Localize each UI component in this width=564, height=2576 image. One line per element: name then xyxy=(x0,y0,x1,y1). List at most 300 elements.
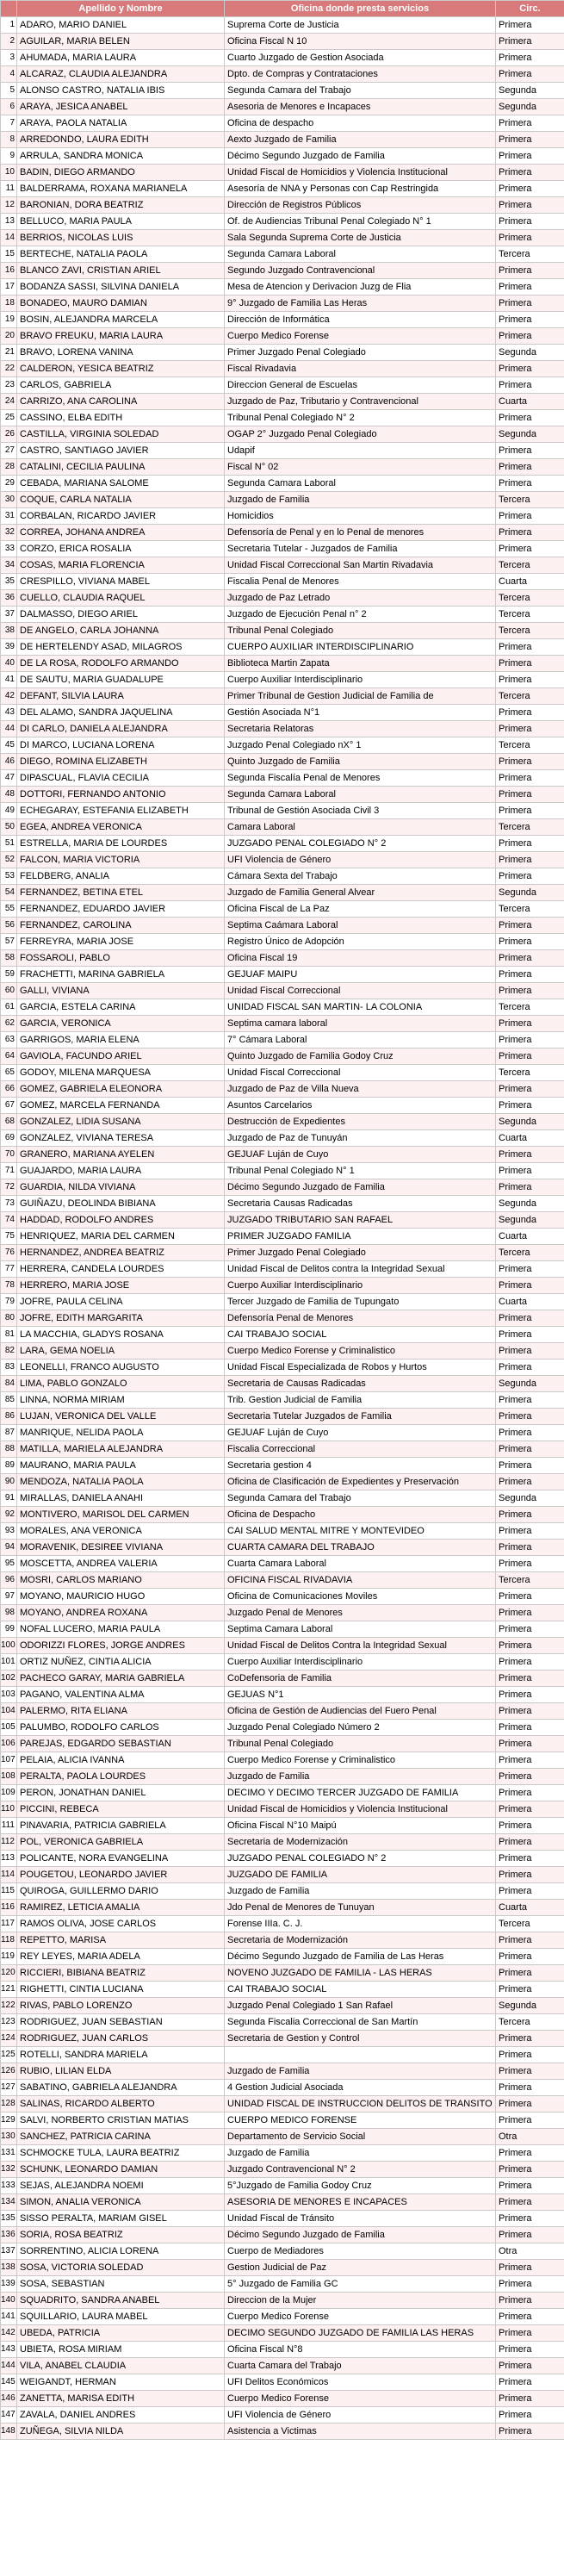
table-row xyxy=(1,1392,564,1409)
person-name: GRANERO, MARIANA AYELEN xyxy=(17,1147,225,1163)
circ-value: Primera xyxy=(496,312,564,328)
office-name: Segunda Camara Laboral xyxy=(225,476,496,492)
row-number: 128 xyxy=(1,2096,17,2112)
office-name: Unidad Fiscal de Delitos Contra la Integridad Sexual xyxy=(225,1638,496,1654)
row-number: 20 xyxy=(1,328,17,345)
header-number xyxy=(1,1,17,17)
office-name: Segunda Camara Laboral xyxy=(225,246,496,263)
table-row xyxy=(1,426,564,443)
person-name: BODANZA SASSI, SILVINA DANIELA xyxy=(17,279,225,296)
office-name: Homicidios xyxy=(225,508,496,525)
row-number: 57 xyxy=(1,934,17,950)
circ-value: Primera xyxy=(496,1098,564,1114)
office-name: JUZGADO PENAL COLEGIADO N° 2 xyxy=(225,836,496,852)
office-name: Secretaria de Causas Radicadas xyxy=(225,1376,496,1392)
circ-value: Segunda xyxy=(496,1212,564,1229)
row-number: 79 xyxy=(1,1294,17,1310)
person-name: UBIETA, ROSA MIRIAM xyxy=(17,2342,225,2358)
person-name: REPETTO, MARISA xyxy=(17,1932,225,1949)
circ-value: Primera xyxy=(496,1409,564,1425)
circ-value: Primera xyxy=(496,983,564,999)
office-name: Dpto. de Compras y Contrataciones xyxy=(225,66,496,83)
person-name: NOFAL LUCERO, MARIA PAULA xyxy=(17,1621,225,1638)
table-row xyxy=(1,1458,564,1474)
row-number: 78 xyxy=(1,1278,17,1294)
circ-value: Tercera xyxy=(496,246,564,263)
row-number: 40 xyxy=(1,656,17,672)
table-row xyxy=(1,197,564,214)
circ-value: Primera xyxy=(496,214,564,230)
row-number: 114 xyxy=(1,1867,17,1883)
table-row xyxy=(1,787,564,803)
office-name: Tribunal Penal Colegiado xyxy=(225,623,496,639)
circ-value: Segunda xyxy=(496,1196,564,1212)
office-name: CAI TRABAJO SOCIAL xyxy=(225,1327,496,1343)
office-name: Septima Camara Laboral xyxy=(225,1621,496,1638)
circ-value: Primera xyxy=(496,1523,564,1540)
person-name: RUBIO, LILIAN ELDA xyxy=(17,2063,225,2080)
circ-value: Primera xyxy=(496,115,564,132)
person-name: FERNANDEZ, CAROLINA xyxy=(17,918,225,934)
office-name: UFI Violencia de Género xyxy=(225,852,496,868)
table-row xyxy=(1,1327,564,1343)
table-row xyxy=(1,868,564,885)
table-row xyxy=(1,1801,564,1818)
row-number: 34 xyxy=(1,557,17,574)
row-number: 39 xyxy=(1,639,17,656)
person-name: DOTTORI, FERNANDO ANTONIO xyxy=(17,787,225,803)
circ-value: Primera xyxy=(496,1687,564,1703)
row-number: 98 xyxy=(1,1605,17,1621)
person-name: DI MARCO, LUCIANA LORENA xyxy=(17,737,225,754)
table-row xyxy=(1,1278,564,1294)
circ-value: Primera xyxy=(496,1392,564,1409)
row-number: 9 xyxy=(1,148,17,165)
person-name: SANCHEZ, PATRICIA CARINA xyxy=(17,2129,225,2145)
person-name: ROTELLI, SANDRA MARIELA xyxy=(17,2047,225,2063)
person-name: ECHEGARAY, ESTEFANIA ELIZABETH xyxy=(17,803,225,819)
office-name: Oficina Fiscal N°10 Maipú xyxy=(225,1818,496,1834)
row-number: 93 xyxy=(1,1523,17,1540)
row-number: 53 xyxy=(1,868,17,885)
person-name: GUIÑAZU, DEOLINDA BIBIANA xyxy=(17,1196,225,1212)
row-number: 90 xyxy=(1,1474,17,1490)
circ-value: Primera xyxy=(496,1752,564,1769)
table-row xyxy=(1,443,564,459)
table-row xyxy=(1,132,564,148)
circ-value: Primera xyxy=(496,770,564,787)
row-number: 60 xyxy=(1,983,17,999)
office-name: Dirección de Registros Públicos xyxy=(225,197,496,214)
circ-value: Primera xyxy=(496,1441,564,1458)
person-name: PINAVARIA, PATRICIA GABRIELA xyxy=(17,1818,225,1834)
person-name: LIMA, PABLO GONZALO xyxy=(17,1376,225,1392)
circ-value: Primera xyxy=(496,2227,564,2243)
circ-value: Segunda xyxy=(496,1376,564,1392)
table-row xyxy=(1,2325,564,2342)
office-name: Unidad Fiscal de Tránsito xyxy=(225,2211,496,2227)
circ-value: Primera xyxy=(496,508,564,525)
row-number: 74 xyxy=(1,1212,17,1229)
circ-value: Segunda xyxy=(496,885,564,901)
row-number: 129 xyxy=(1,2112,17,2129)
person-name: LINNA, NORMA MIRIAM xyxy=(17,1392,225,1409)
row-number: 52 xyxy=(1,852,17,868)
circ-value: Cuarta xyxy=(496,574,564,590)
table-row xyxy=(1,2260,564,2276)
person-name: FERNANDEZ, BETINA ETEL xyxy=(17,885,225,901)
row-number: 111 xyxy=(1,1818,17,1834)
table-row xyxy=(1,2243,564,2260)
circ-value: Primera xyxy=(496,1638,564,1654)
person-name: MORALES, ANA VERONICA xyxy=(17,1523,225,1540)
person-name: DE SAUTU, MARIA GUADALUPE xyxy=(17,672,225,688)
person-name: COSAS, MARIA FLORENCIA xyxy=(17,557,225,574)
row-number: 33 xyxy=(1,541,17,557)
header-office: Oficina donde presta servicios xyxy=(225,1,496,17)
circ-value: Primera xyxy=(496,1621,564,1638)
office-name: CAI SALUD MENTAL MITRE Y MONTEVIDEO xyxy=(225,1523,496,1540)
person-name: HERRERA, CANDELA LOURDES xyxy=(17,1261,225,1278)
person-name: ZUÑEGA, SILVIA NILDA xyxy=(17,2424,225,2440)
row-number: 72 xyxy=(1,1179,17,1196)
circ-value: Primera xyxy=(496,50,564,66)
office-name: Segunda Fiscalia Correccional de San Martín xyxy=(225,2014,496,2031)
office-name: Juzgado de Paz Letrado xyxy=(225,590,496,607)
office-name: Direccion General de Escuelas xyxy=(225,377,496,394)
table-row xyxy=(1,1540,564,1556)
circ-value: Primera xyxy=(496,787,564,803)
office-name: JUZGADO DE FAMILIA xyxy=(225,1867,496,1883)
office-name: Juzgado Penal de Menores xyxy=(225,1605,496,1621)
row-number: 73 xyxy=(1,1196,17,1212)
table-row xyxy=(1,607,564,623)
row-number: 82 xyxy=(1,1343,17,1360)
circ-value: Primera xyxy=(496,377,564,394)
office-name: Jdo Penal de Menores de Tunuyan xyxy=(225,1900,496,1916)
person-name: FOSSAROLI, PABLO xyxy=(17,950,225,967)
row-number: 51 xyxy=(1,836,17,852)
table-row xyxy=(1,623,564,639)
person-name: ODORIZZI FLORES, JORGE ANDRES xyxy=(17,1638,225,1654)
table-row xyxy=(1,459,564,476)
table-row xyxy=(1,1998,564,2014)
person-name: GARRIGOS, MARIA ELENA xyxy=(17,1032,225,1048)
office-name: Camara Laboral xyxy=(225,819,496,836)
office-name: Unidad Fiscal Correccional xyxy=(225,983,496,999)
table-row xyxy=(1,1360,564,1376)
person-name: ARREDONDO, LAURA EDITH xyxy=(17,132,225,148)
person-name: CORREA, JOHANA ANDREA xyxy=(17,525,225,541)
row-number: 29 xyxy=(1,476,17,492)
office-name: CUERPO MEDICO FORENSE xyxy=(225,2112,496,2129)
circ-value: Primera xyxy=(496,1589,564,1605)
office-name: GEJUAF Luján de Cuyo xyxy=(225,1425,496,1441)
table-row xyxy=(1,1556,564,1572)
office-name: Tribunal Penal Colegiado N° 1 xyxy=(225,1163,496,1179)
circ-value: Primera xyxy=(496,1081,564,1098)
table-row xyxy=(1,1523,564,1540)
table-row xyxy=(1,590,564,607)
circ-value: Primera xyxy=(496,1163,564,1179)
circ-value: Segunda xyxy=(496,83,564,99)
table-row xyxy=(1,1376,564,1392)
person-name: CEBADA, MARIANA SALOME xyxy=(17,476,225,492)
person-name: AGUILAR, MARIA BELEN xyxy=(17,34,225,50)
circ-value: Primera xyxy=(496,541,564,557)
row-number: 54 xyxy=(1,885,17,901)
person-name: WEIGANDT, HERMAN xyxy=(17,2374,225,2391)
office-name: Unidad Fiscal de Homicidios y Violencia Institucional xyxy=(225,165,496,181)
office-name: Secretaria de Modernización xyxy=(225,1834,496,1851)
row-number: 8 xyxy=(1,132,17,148)
table-row xyxy=(1,1130,564,1147)
table-row xyxy=(1,1310,564,1327)
circ-value: Primera xyxy=(496,361,564,377)
circ-value: Segunda xyxy=(496,1998,564,2014)
circ-value: Primera xyxy=(496,410,564,426)
person-name: RAMOS OLIVA, JOSE CARLOS xyxy=(17,1916,225,1932)
table-row xyxy=(1,2063,564,2080)
table-row xyxy=(1,2407,564,2424)
office-name: CoDefensoria de Familia xyxy=(225,1671,496,1687)
table-row xyxy=(1,1785,564,1801)
person-name: DE ANGELO, CARLA JOHANNA xyxy=(17,623,225,639)
circ-value: Otra xyxy=(496,2129,564,2145)
row-number: 47 xyxy=(1,770,17,787)
office-name: Cuarto Juzgado de Gestion Asociada xyxy=(225,50,496,66)
table-row xyxy=(1,1196,564,1212)
row-number: 2 xyxy=(1,34,17,50)
table-row xyxy=(1,394,564,410)
row-number: 95 xyxy=(1,1556,17,1572)
table-row xyxy=(1,705,564,721)
circ-value: Primera xyxy=(496,459,564,476)
person-name: CORZO, ERICA ROSALIA xyxy=(17,541,225,557)
table-row xyxy=(1,1294,564,1310)
row-number: 130 xyxy=(1,2129,17,2145)
person-name: GARCIA, ESTELA CARINA xyxy=(17,999,225,1016)
circ-value: Primera xyxy=(496,2424,564,2440)
table-row xyxy=(1,2211,564,2227)
row-number: 97 xyxy=(1,1589,17,1605)
row-number: 96 xyxy=(1,1572,17,1589)
table-row xyxy=(1,901,564,918)
circ-value: Primera xyxy=(496,1720,564,1736)
table-row xyxy=(1,852,564,868)
office-name: Cuerpo Medico Forense xyxy=(225,2391,496,2407)
office-name: Cuarta Camara Laboral xyxy=(225,1556,496,1572)
circ-value: Primera xyxy=(496,2162,564,2178)
person-name: RAMIREZ, LETICIA AMALIA xyxy=(17,1900,225,1916)
circ-value: Primera xyxy=(496,2325,564,2342)
office-name: Tribunal de Gestión Asociada Civil 3 xyxy=(225,803,496,819)
person-name: MENDOZA, NATALIA PAOLA xyxy=(17,1474,225,1490)
row-number: 104 xyxy=(1,1703,17,1720)
row-number: 65 xyxy=(1,1065,17,1081)
circ-value: Primera xyxy=(496,181,564,197)
office-name: Juzgado de Familia xyxy=(225,1769,496,1785)
row-number: 126 xyxy=(1,2063,17,2080)
row-number: 63 xyxy=(1,1032,17,1048)
circ-value: Tercera xyxy=(496,1572,564,1589)
row-number: 102 xyxy=(1,1671,17,1687)
row-number: 44 xyxy=(1,721,17,737)
office-name: Secretaria Relatoras xyxy=(225,721,496,737)
circ-value: Primera xyxy=(496,263,564,279)
row-number: 116 xyxy=(1,1900,17,1916)
office-name: Fiscal Rivadavia xyxy=(225,361,496,377)
table-row xyxy=(1,1752,564,1769)
row-number: 64 xyxy=(1,1048,17,1065)
circ-value: Primera xyxy=(496,1851,564,1867)
row-number: 119 xyxy=(1,1949,17,1965)
circ-value: Primera xyxy=(496,2031,564,2047)
table-row xyxy=(1,1048,564,1065)
row-number: 133 xyxy=(1,2178,17,2194)
office-name: Juzgado de Ejecución Penal n° 2 xyxy=(225,607,496,623)
person-name: CUELLO, CLAUDIA RAQUEL xyxy=(17,590,225,607)
office-name: Udapif xyxy=(225,443,496,459)
row-number: 140 xyxy=(1,2293,17,2309)
person-name: MORAVENIK, DESIREE VIVIANA xyxy=(17,1540,225,1556)
table-row xyxy=(1,345,564,361)
circ-value: Primera xyxy=(496,1703,564,1720)
row-number: 113 xyxy=(1,1851,17,1867)
office-name: 5°Juzgado de Familia Godoy Cruz xyxy=(225,2178,496,2194)
office-name: Quinto Juzgado de Familia Godoy Cruz xyxy=(225,1048,496,1065)
table-row xyxy=(1,2047,564,2063)
circ-value: Primera xyxy=(496,1360,564,1376)
person-name: CASTRO, SANTIAGO JAVIER xyxy=(17,443,225,459)
office-name: Juzgado de Familia xyxy=(225,1883,496,1900)
circ-value: Tercera xyxy=(496,2014,564,2031)
row-number: 42 xyxy=(1,688,17,705)
row-number: 49 xyxy=(1,803,17,819)
person-name: HERRERO, MARIA JOSE xyxy=(17,1278,225,1294)
row-number: 87 xyxy=(1,1425,17,1441)
circ-value: Primera xyxy=(496,1801,564,1818)
table-row xyxy=(1,1769,564,1785)
person-name: LUJAN, VERONICA DEL VALLE xyxy=(17,1409,225,1425)
office-name: Tercer Juzgado de Familia de Tupungato xyxy=(225,1294,496,1310)
office-name: Oficina de Gestión de Audiencias del Fuero Penal xyxy=(225,1703,496,1720)
person-name: RICCIERI, BIBIANA BEATRIZ xyxy=(17,1965,225,1982)
person-name: BALDERRAMA, ROXANA MARIANELA xyxy=(17,181,225,197)
office-name: Oficina Fiscal N 10 xyxy=(225,34,496,50)
row-number: 124 xyxy=(1,2031,17,2047)
row-number: 99 xyxy=(1,1621,17,1638)
circ-value: Tercera xyxy=(496,492,564,508)
circ-value: Primera xyxy=(496,1278,564,1294)
table-row xyxy=(1,803,564,819)
office-name: Trib. Gestion Judicial de Familia xyxy=(225,1392,496,1409)
circ-value: Primera xyxy=(496,2112,564,2129)
office-name: Asuntos Carcelarios xyxy=(225,1098,496,1114)
row-number: 50 xyxy=(1,819,17,836)
person-name: HENRIQUEZ, MARIA DEL CARMEN xyxy=(17,1229,225,1245)
office-name: Destrucción de Expedientes xyxy=(225,1114,496,1130)
row-number: 109 xyxy=(1,1785,17,1801)
office-name: Segundo Juzgado Contravencional xyxy=(225,263,496,279)
circ-value: Tercera xyxy=(496,819,564,836)
table-row xyxy=(1,1441,564,1458)
row-number: 112 xyxy=(1,1834,17,1851)
person-name: MATILLA, MARIELA ALEJANDRA xyxy=(17,1441,225,1458)
person-name: GAVIOLA, FACUNDO ARIEL xyxy=(17,1048,225,1065)
row-number: 38 xyxy=(1,623,17,639)
circ-value: Primera xyxy=(496,476,564,492)
circ-value: Primera xyxy=(496,2096,564,2112)
circ-value: Primera xyxy=(496,721,564,737)
table-row xyxy=(1,476,564,492)
office-name: Oficina Fiscal de La Paz xyxy=(225,901,496,918)
office-name: 5° Juzgado de Familia GC xyxy=(225,2276,496,2293)
table-row xyxy=(1,770,564,787)
table-row xyxy=(1,1098,564,1114)
table-row xyxy=(1,1163,564,1179)
person-name: CORBALAN, RICARDO JAVIER xyxy=(17,508,225,525)
row-number: 89 xyxy=(1,1458,17,1474)
office-name: Unidad Fiscal de Homicidios y Violencia Institucional xyxy=(225,1801,496,1818)
circ-value: Primera xyxy=(496,328,564,345)
office-name: Suprema Corte de Justicia xyxy=(225,17,496,34)
office-name: Segunda Fiscalía Penal de Menores xyxy=(225,770,496,787)
person-name: PICCINI, REBECA xyxy=(17,1801,225,1818)
office-name: Defensoría de Penal y en lo Penal de menores xyxy=(225,525,496,541)
row-number: 59 xyxy=(1,967,17,983)
table-row xyxy=(1,2145,564,2162)
person-name: HERNANDEZ, ANDREA BEATRIZ xyxy=(17,1245,225,1261)
office-name: Juzgado Penal Colegiado 1 San Rafael xyxy=(225,1998,496,2014)
row-number: 131 xyxy=(1,2145,17,2162)
table-row xyxy=(1,672,564,688)
table-row xyxy=(1,1621,564,1638)
person-name: POUGETOU, LEONARDO JAVIER xyxy=(17,1867,225,1883)
circ-value: Tercera xyxy=(496,623,564,639)
circ-value: Primera xyxy=(496,2145,564,2162)
person-name: PAREJAS, EDGARDO SEBASTIAN xyxy=(17,1736,225,1752)
office-name: CAI TRABAJO SOCIAL xyxy=(225,1982,496,1998)
circ-value: Primera xyxy=(496,918,564,934)
table-row xyxy=(1,279,564,296)
row-number: 12 xyxy=(1,197,17,214)
office-name: Juzgado de Familia xyxy=(225,492,496,508)
table-row xyxy=(1,819,564,836)
row-number: 101 xyxy=(1,1654,17,1671)
office-name: Cuarta Camara del Trabajo xyxy=(225,2358,496,2374)
table-row xyxy=(1,2309,564,2325)
person-name: ADARO, MARIO DANIEL xyxy=(17,17,225,34)
circ-value: Primera xyxy=(496,1932,564,1949)
circ-value: Primera xyxy=(496,950,564,967)
table-row xyxy=(1,246,564,263)
table-row xyxy=(1,1638,564,1654)
circ-value: Primera xyxy=(496,1425,564,1441)
office-name: Cuerpo de Mediadores xyxy=(225,2243,496,2260)
person-name: GOMEZ, GABRIELA ELEONORA xyxy=(17,1081,225,1098)
row-number: 108 xyxy=(1,1769,17,1785)
person-name: EGEA, ANDREA VERONICA xyxy=(17,819,225,836)
person-name: RODRIGUEZ, JUAN SEBASTIAN xyxy=(17,2014,225,2031)
circ-value: Primera xyxy=(496,1883,564,1900)
person-name: GARCIA, VERONICA xyxy=(17,1016,225,1032)
circ-value: Primera xyxy=(496,967,564,983)
circ-value: Primera xyxy=(496,2047,564,2063)
table-row xyxy=(1,1572,564,1589)
person-name: SALINAS, RICARDO ALBERTO xyxy=(17,2096,225,2112)
office-name: Dirección de Informática xyxy=(225,312,496,328)
